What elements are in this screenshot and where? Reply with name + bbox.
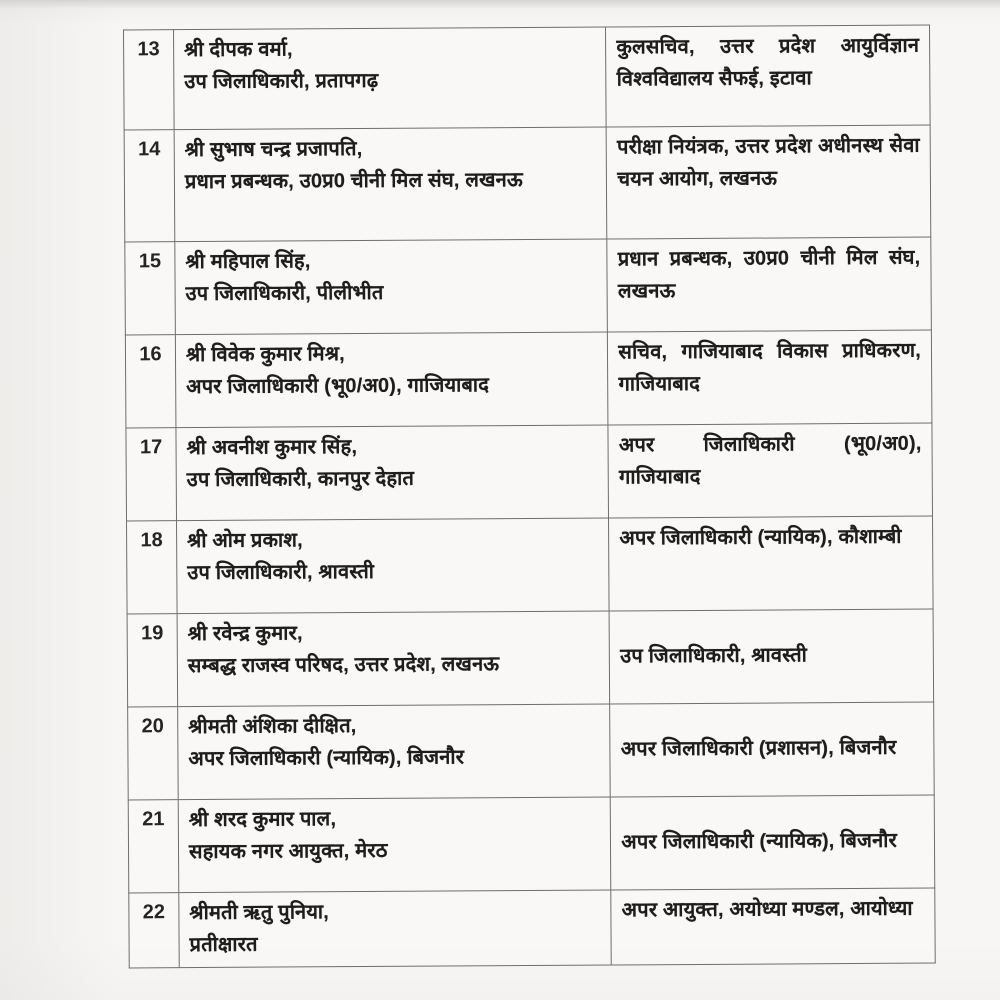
officer-new-posting: अपर आयुक्त, अयोध्या मण्डल, आयोध्या xyxy=(621,897,913,922)
officer-current-posting: उप जिलाधिकारी, पीलीभीत xyxy=(185,281,384,306)
officer-name: श्रीमती अंशिका दीक्षित, xyxy=(188,715,357,739)
officer-new-posting: सचिव, गाजियाबाद विकास प्राधिकरण, गाजियाबाद xyxy=(618,339,922,396)
serial-number: 21 xyxy=(128,800,179,893)
serial-number: 19 xyxy=(127,614,178,707)
serial-number: 20 xyxy=(128,707,179,800)
officer-new-posting-cell xyxy=(609,609,933,704)
officer-current-cell xyxy=(178,797,611,893)
officer-new-posting-cell xyxy=(611,795,935,890)
table-row xyxy=(126,423,933,521)
table-row xyxy=(128,795,935,893)
officer-name: श्री महिपाल सिंह, xyxy=(185,250,311,274)
officer-current-cell xyxy=(175,239,608,335)
scan-left-shading xyxy=(0,0,120,1000)
officer-current-cell xyxy=(175,332,608,428)
table-row xyxy=(124,125,931,242)
officer-current-cell xyxy=(176,518,609,614)
officer-current-posting: सहायक नगर आयुक्त, मेरठ xyxy=(188,839,388,864)
officer-name: श्री रवेन्द्र कुमार, xyxy=(187,622,303,646)
serial-number: 16 xyxy=(125,335,176,428)
officer-new-posting-cell xyxy=(611,888,935,965)
table-row xyxy=(125,330,932,428)
officer-new-posting: अपर जिलाधिकारी (भू0/अ0), गाजियाबाद xyxy=(618,432,922,489)
officer-new-posting: उप जिलाधिकारी, श्रावस्ती xyxy=(620,644,808,668)
officer-current-cell xyxy=(177,611,610,707)
serial-number: 22 xyxy=(129,893,179,968)
serial-number: 17 xyxy=(126,428,177,521)
table-row xyxy=(129,888,935,968)
serial-number: 15 xyxy=(125,242,176,335)
officer-current-posting: उप जिलाधिकारी, कानपुर देहात xyxy=(186,467,415,492)
serial-number: 14 xyxy=(124,130,175,242)
officer-current-posting: अपर जिलाधिकारी (न्यायिक), बिजनौर xyxy=(188,746,465,771)
officer-current-posting: प्रधान प्रबन्धक, उ0प्र0 चीनी मिल संघ, लखनऊ xyxy=(184,169,523,194)
officer-new-posting-cell xyxy=(608,423,932,518)
officer-new-posting: अपर जिलाधिकारी (न्यायिक), बिजनौर xyxy=(621,829,898,854)
officer-current-cell xyxy=(173,27,606,130)
officer-name: श्रीमती ऋतु पुनिया, xyxy=(189,901,330,925)
officer-new-posting: परीक्षा नियंत्रक, उत्तर प्रदेश अधीनस्थ सेवा चयन आयोग, लखनऊ xyxy=(617,134,920,191)
officer-new-posting: अपर जिलाधिकारी (न्यायिक), कौशाम्बी xyxy=(619,525,902,550)
officer-current-cell xyxy=(174,127,607,242)
officer-name: श्री विवेक कुमार मिश्र, xyxy=(185,343,345,367)
table-row xyxy=(127,609,934,707)
serial-number: 13 xyxy=(124,30,175,130)
officer-current-posting: उप जिलाधिकारी, श्रावस्ती xyxy=(187,560,375,585)
officer-name: श्री सुभाष चन्द्र प्रजापति, xyxy=(184,138,363,162)
officer-current-cell xyxy=(178,704,611,800)
officer-name: श्री ओम प्रकाश, xyxy=(187,529,303,553)
table-row xyxy=(124,25,931,130)
officer-current-posting: अपर जिलाधिकारी (भू0/अ0), गाजियाबाद xyxy=(186,374,490,399)
officer-name: श्री शरद कुमार पाल, xyxy=(188,808,337,832)
officer-new-posting: प्रधान प्रबन्धक, उ0प्र0 चीनी मिल संघ, लखनऊ xyxy=(617,246,921,303)
serial-number: 18 xyxy=(127,521,178,614)
officer-new-posting-cell xyxy=(609,516,933,611)
officer-new-posting: अपर जिलाधिकारी (प्रशासन), बिजनौर xyxy=(620,736,897,761)
officer-new-posting-cell xyxy=(610,702,934,797)
scan-edge-shadow xyxy=(0,0,1000,8)
officer-current-cell xyxy=(176,425,609,521)
table-row xyxy=(125,237,932,335)
officer-name: श्री दीपक वर्मा, xyxy=(184,38,293,62)
officer-new-posting: कुलसचिव, उत्तर प्रदेश आयुर्विज्ञान विश्वविद्यालय सैफई, इटावा xyxy=(616,34,920,91)
table-body xyxy=(124,25,936,968)
officer-new-posting-cell xyxy=(608,330,932,425)
officer-current-posting: उप जिलाधिकारी, प्रतापगढ़ xyxy=(184,69,379,94)
table-row xyxy=(127,516,934,614)
transfer-order-table xyxy=(123,25,936,969)
officer-name: श्री अवनीश कुमार सिंह, xyxy=(186,436,358,460)
officer-current-posting: प्रतीक्षारत xyxy=(189,933,258,957)
officer-new-posting-cell xyxy=(606,25,930,127)
officer-new-posting-cell xyxy=(606,125,930,239)
officer-current-posting: सम्बद्ध राजस्व परिषद, उत्तर प्रदेश, लखनऊ xyxy=(187,653,500,678)
officer-current-cell xyxy=(179,890,612,968)
table-row xyxy=(128,702,935,800)
officer-new-posting-cell xyxy=(607,237,931,332)
